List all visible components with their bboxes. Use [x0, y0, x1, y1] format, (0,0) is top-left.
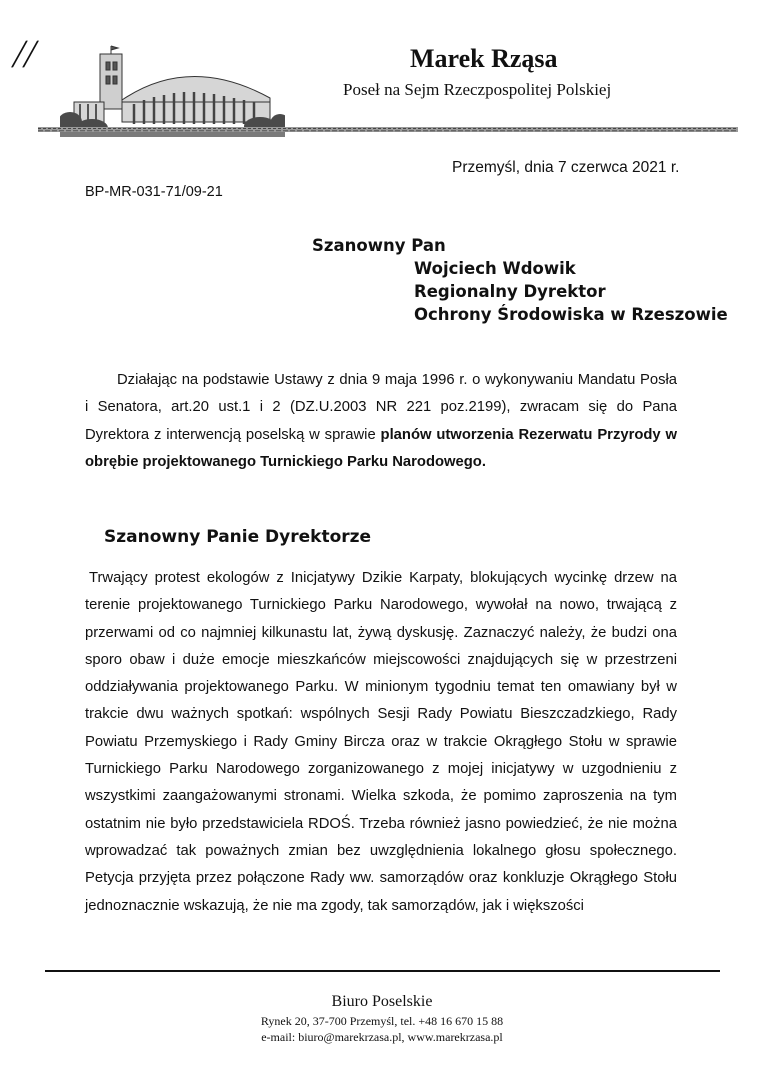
- handwritten-mark: //: [9, 31, 42, 76]
- footer-contact: e-mail: biuro@marekrzasa.pl, www.marekrzasa.pl: [261, 1030, 503, 1044]
- intro-paragraph: [85, 367, 677, 476]
- intro-text: Działając na podstawie Ustawy z dnia 9 maja 1996 r. o wykonywaniu Mandatu Posła i Senatora, art.20 ust.1 i 2 (DZ.U.2003 NR 221 poz.2199), zwracam się do Pana Dyrektora z interwencją poselską w sprawie: [85, 372, 677, 443]
- footer-office-title: Biuro Poselskie: [331, 993, 433, 1010]
- place-and-date: Przemyśl, dnia 7 czerwca 2021 r.: [452, 159, 680, 176]
- footer-rule: [45, 970, 720, 972]
- intro-subject-bold: planów utworzenia Rezerwatu Przyrody w obrębie projektowanego Turnickiego Parku Narodowego.: [85, 426, 677, 470]
- reference-number: BP-MR-031-71/09-21: [85, 184, 223, 200]
- sejm-building-logo: [60, 42, 285, 137]
- main-paragraph: Trwający protest ekologów z Inicjatywy Dzikie Karpaty, blokujących wycinkę drzew na terenie projektowanego Turnickiego Parku Narodowego, wywołał na nowo, trwającą z przerwami od co najmniej kilkunastu lat, żywą dyskusję. Zaznaczyć należy, że budzi ona sporo obaw i duże emocje mieszkańców miejscowości znajdujących się w przestrzeni oddziaływania projektowanego Parku. W minionym tygodniu temat ten omawiany był w trakcie dwu ważnych spotkań: wspólnych Sesji Rady Powiatu Bieszczadzkiego, Rady Powiatu Przemyskiego i Rady Gminy Bircza oraz w trakcie Okrągłego Stołu w sprawie Turnickiego Parku Narodowego zorganizowanego z mojej inicjatywy w uzgodnieniu z wszystkimi zaangażowanymi stronami. Wielka szkoda, że pomimo zaproszenia na tym ostatnim nie było przedstawiciela RDOŚ. Trzeba również jasno powiedzieć, że nie można wprowadzać tak poważnych zmian bez uwzględnienia lokalnego głosu społecznego. Petycja przyjęta przez połączone Rady ww. samorządów oraz konkluzje Okrągłego Stołu jednoznacznie wskazują, że nie ma zgody, tak samorządów, jak i większości: [85, 570, 677, 914]
- recipient-name: Wojciech Wdowik: [414, 259, 576, 278]
- footer-address: Rynek 20, 37-700 Przemyśl, tel. +48 16 670 15 88: [260, 1014, 504, 1028]
- letterhead-name: Marek Rząsa: [410, 44, 558, 73]
- recipient-title: Regionalny Dyrektor: [414, 282, 606, 301]
- recipient-salutation: Szanowny Pan: [312, 236, 446, 255]
- letterhead-rule: [38, 127, 738, 132]
- letterhead-subtitle: Poseł na Sejm Rzeczpospolitej Polskiej: [343, 80, 612, 99]
- recipient-office: Ochrony Środowiska w Rzeszowie: [414, 305, 728, 324]
- letter-salutation: Szanowny Panie Dyrektorze: [104, 527, 372, 547]
